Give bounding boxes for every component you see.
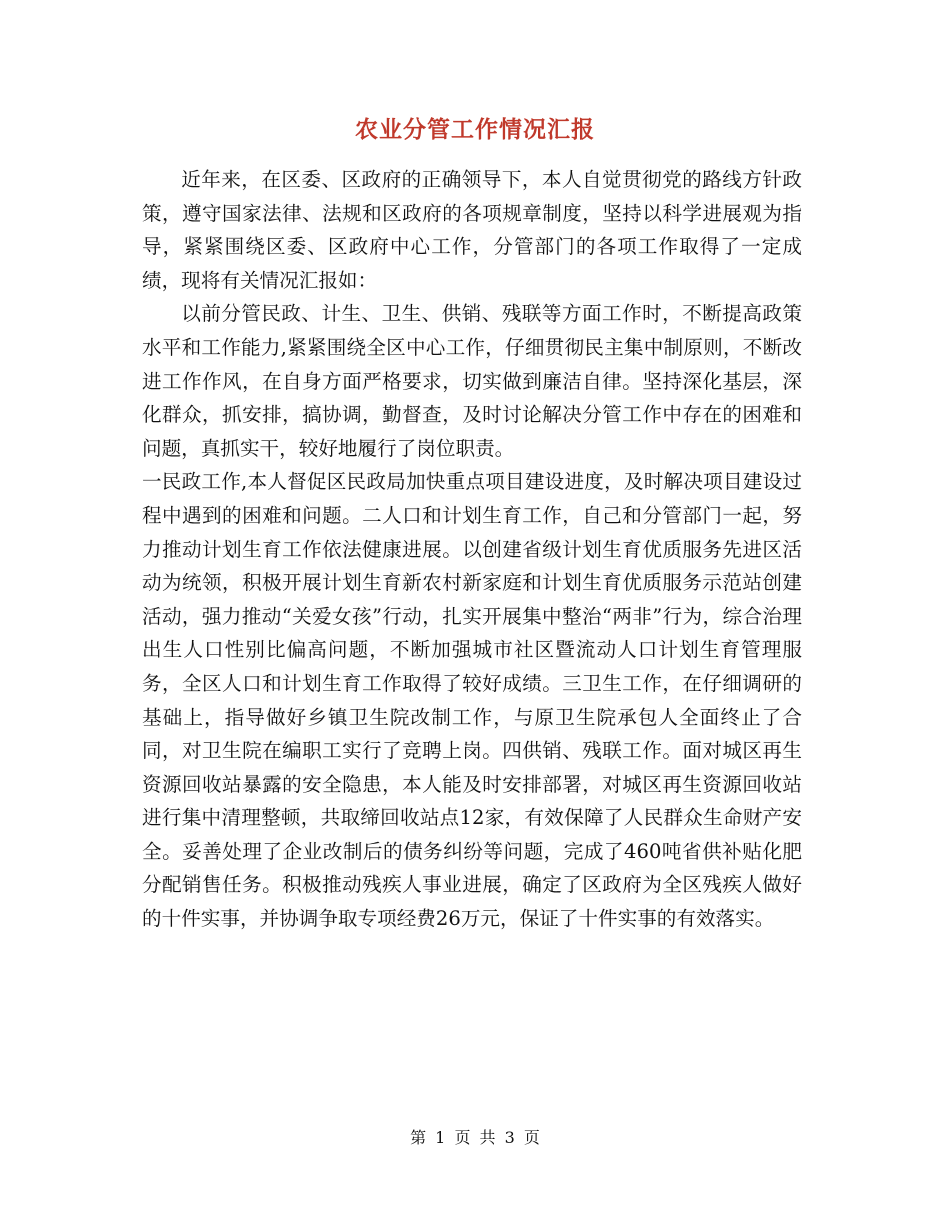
paragraph-responsibilities: 以前分管民政、计生、卫生、供销、残联等方面工作时，不断提高政策水平和工作能力,紧紧围绕全区中心工作，仔细贯彻民主集中制原则，不断改进工作作风，在自身方面严格要求，切实做到廉洁自律。坚持深化基层，深化群众，抓安排，搞协调，勤督查，及时讨论解决分管工作中存在的困难和问题，真抓实干，较好地履行了岗位职责。 xyxy=(142,302,802,460)
page-number: 第 1 页 共 3 页 xyxy=(410,1128,540,1147)
paragraph-work-details: 一民政工作,本人督促区民政局加快重点项目建设进度，及时解决项目建设过程中遇到的困难和问题。二人口和计划生育工作，自己和分管部门一起，努力推动计划生育工作依法健康进展。以创建省级计划生育优质服务先进区活动为统领，积极开展计划生育新农村新家庭和计划生育优质服务示范站创建活动，强力推动“关爱女孩”行动，扎实开展集中整治“两非”行为，综合治理出生人口性别比偏高问题，不断加强城市社区暨流动人口计划生育管理服务，全区人口和计划生育工作取得了较好成绩。三卫生工作，在仔细调研的基础上，指导做好乡镇卫生院改制工作，与原卫生院承包人全面终止了合同，对卫生院在编职工实行了竞聘上岗。四供销、残联工作。面对城区再生资源回收站暴露的安全隐患，本人能及时安排部署，对城区再生资源回收站进行集中清理整顿，共取缔回收站点12家，有效保障了人民群众生命财产安全。妥善处理了企业改制后的债务纠纷等问题，完成了460吨省供补贴化肥分配销售任务。积极推动残疾人事业进展，确定了区政府为全区残疾人做好的十件实事，并协调争取专项经费26万元，保证了十件实事的有效落实。 xyxy=(142,470,802,931)
paragraph-intro: 近年来，在区委、区政府的正确领导下，本人自觉贯彻党的路线方针政策，遵守国家法律、法规和区政府的各项规章制度，坚持以科学进展观为指导，紧紧围绕区委、区政府中心工作，分管部门的各项工作取得了一定成绩，现将有关情况汇报如： xyxy=(142,168,802,292)
document-body xyxy=(142,163,802,936)
document-title: 农业分管工作情况汇报 xyxy=(355,116,595,143)
